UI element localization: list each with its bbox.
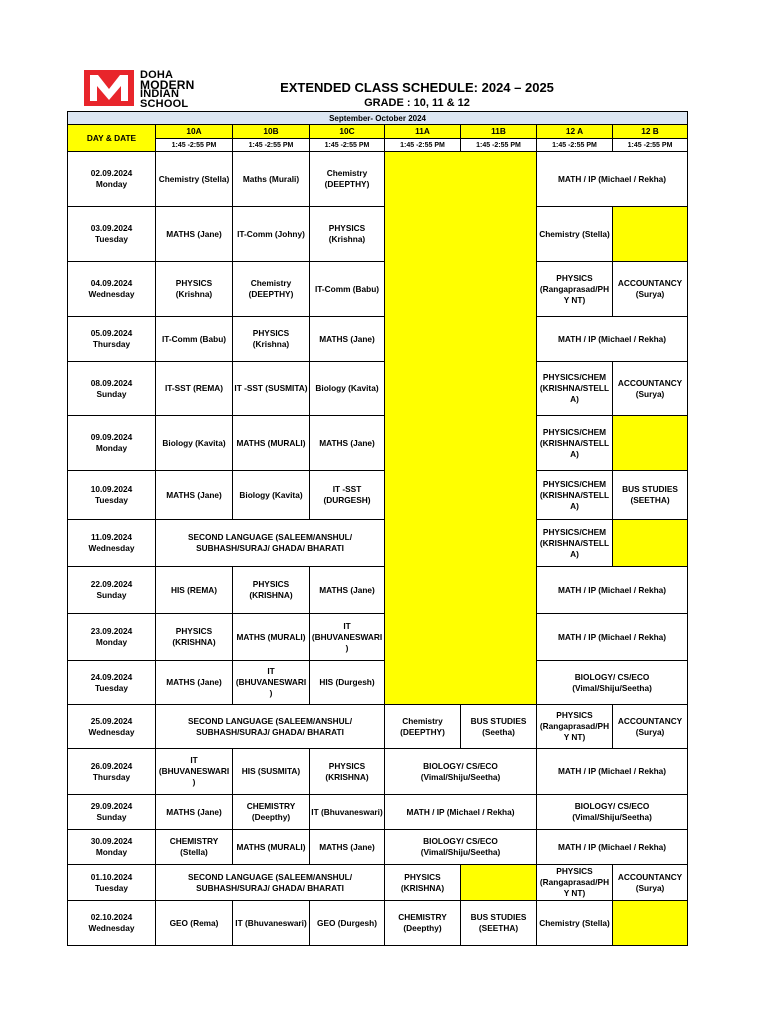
- day-text: Wednesday: [88, 923, 135, 933]
- school-name-line3: INDIAN: [140, 88, 180, 100]
- cell-12b-empty: [613, 207, 688, 262]
- cell-10c: Biology (Kavita): [310, 362, 385, 416]
- grade-subtitle: GRADE : 10, 11 & 12: [364, 97, 470, 109]
- date-text: 10.09.2024: [90, 484, 133, 494]
- table-row: [68, 520, 688, 567]
- table-row: [68, 661, 688, 705]
- cell-11a: PHYSICS (KRISHNA): [385, 865, 461, 901]
- day-text: Sunday: [96, 812, 127, 822]
- cell-10a: CHEMISTRY (Stella): [156, 830, 233, 865]
- cell-11a: CHEMISTRY (Deepthy): [385, 901, 461, 946]
- date-text: 26.09.2024: [90, 760, 133, 771]
- cell-12b: ACCOUNTANCY (Surya): [613, 865, 688, 901]
- day-text: Thursday: [92, 771, 131, 782]
- cell-10c: MATHS (Jane): [310, 567, 385, 614]
- day-date-cell: [68, 901, 156, 946]
- day-date-header: DAY & DATE: [68, 125, 156, 152]
- cell-10a: PHYSICS (KRISHNA): [156, 614, 233, 661]
- table-row: [68, 901, 688, 946]
- col-header-10b: 10B: [233, 125, 310, 139]
- time-11b: 1:45 -2:55 PM: [461, 139, 537, 152]
- day-text: Sunday: [96, 590, 127, 600]
- date-text: 02.10.2024: [90, 912, 133, 922]
- cell-12a: Chemistry (Stella): [537, 901, 613, 946]
- table-row: [68, 416, 688, 471]
- day-date-cell: [68, 317, 156, 362]
- cell-10a: IT-Comm (Babu): [156, 317, 233, 362]
- day-text: Monday: [95, 637, 128, 647]
- cell-10b: PHYSICS (Krishna): [233, 317, 310, 362]
- cell-10c: MATHS (Jane): [310, 317, 385, 362]
- date-text: 29.09.2024: [90, 801, 133, 811]
- table-row: [68, 705, 688, 749]
- cell-10c: MATHS (Jane): [310, 416, 385, 471]
- cell-10c: MATHS (Jane): [310, 830, 385, 865]
- cell-10b: MATHS (MURALI): [233, 416, 310, 471]
- cell-11: BIOLOGY/ CS/ECO (Vimal/Shiju/Seetha): [385, 749, 537, 795]
- cell-10c: Chemistry (DEEPTHY): [310, 152, 385, 207]
- cell-10-second-language: SECOND LANGUAGE (SALEEM/ANSHUL/ SUBHASH/SURAJ/ GHADA/ BHARATI: [156, 520, 385, 567]
- day-text: Tuesday: [94, 495, 129, 505]
- cell-10a: Chemistry (Stella): [156, 152, 233, 207]
- time-10a: 1:45 -2:55 PM: [156, 139, 233, 152]
- cell-10a: MATHS (Jane): [156, 207, 233, 262]
- cell-12b: ACCOUNTANCY (Surya): [613, 362, 688, 416]
- date-text: 23.09.2024: [90, 626, 133, 636]
- cell-10c: IT-Comm (Babu): [310, 262, 385, 317]
- time-12a: 1:45 -2:55 PM: [537, 139, 613, 152]
- table-row: [68, 262, 688, 317]
- day-text: Wednesday: [88, 289, 135, 299]
- day-date-cell: [68, 614, 156, 661]
- day-date-cell: [68, 262, 156, 317]
- table-row: [68, 567, 688, 614]
- cell-10b: MATHS (MURALI): [233, 614, 310, 661]
- school-name-line1: DOHA: [140, 69, 174, 81]
- col-header-11b: 11B: [461, 125, 537, 139]
- date-text: 24.09.2024: [90, 671, 133, 682]
- cell-12b: ACCOUNTANCY (Surya): [613, 705, 688, 749]
- cell-10a: MATHS (Jane): [156, 795, 233, 830]
- cell-11: BIOLOGY/ CS/ECO (Vimal/Shiju/Seetha): [385, 830, 537, 865]
- school-logo-mark-icon: [84, 70, 134, 106]
- cell-11b: BUS STUDIES (SEETHA): [461, 901, 537, 946]
- cell-12: BIOLOGY/ CS/ECO (Vimal/Shiju/Seetha): [537, 795, 688, 830]
- cell-10-second-language: SECOND LANGUAGE (SALEEM/ANSHUL/ SUBHASH/SURAJ/ GHADA/ BHARATI: [156, 865, 385, 901]
- col-header-12a: 12 A: [537, 125, 613, 139]
- date-text: 03.09.2024: [90, 223, 133, 233]
- cell-12a: PHYSICS (Rangaprasad/PH Y NT): [537, 705, 613, 749]
- table-row: [68, 614, 688, 661]
- cell-10c: HIS (Durgesh): [310, 661, 385, 705]
- time-10c: 1:45 -2:55 PM: [310, 139, 385, 152]
- table-row: [68, 795, 688, 830]
- table-row: [68, 207, 688, 262]
- day-date-cell: [68, 749, 156, 795]
- page-title: EXTENDED CLASS SCHEDULE: 2024 – 2025: [280, 80, 554, 95]
- cell-12a: PHYSICS/CHEM (KRISHNA/STELL A): [537, 362, 613, 416]
- school-name-line2: MODERN: [140, 77, 195, 92]
- day-text: Monday: [95, 179, 128, 189]
- date-text: 22.09.2024: [90, 579, 133, 589]
- col-header-12b: 12 B: [613, 125, 688, 139]
- date-text: 04.09.2024: [90, 278, 133, 288]
- day-text: Wednesday: [88, 726, 135, 737]
- table-row: [68, 471, 688, 520]
- month-row: [68, 112, 688, 125]
- day-date-cell: [68, 567, 156, 614]
- date-text: 01.10.2024: [90, 871, 133, 882]
- day-date-cell: [68, 661, 156, 705]
- cell-12b-empty: [613, 520, 688, 567]
- table-row: [68, 317, 688, 362]
- cell-12: MATH / IP (Michael / Rekha): [537, 567, 688, 614]
- day-date-cell: [68, 520, 156, 567]
- cell-10-second-language: SECOND LANGUAGE (SALEEM/ANSHUL/ SUBHASH/SURAJ/ GHADA/ BHARATI: [156, 705, 385, 749]
- date-text: 09.09.2024: [90, 432, 133, 442]
- cell-10b: Biology (Kavita): [233, 471, 310, 520]
- cell-11: MATH / IP (Michael / Rekha): [385, 795, 537, 830]
- cell-10b: PHYSICS (KRISHNA): [233, 567, 310, 614]
- date-text: 02.09.2024: [90, 168, 133, 178]
- cell-10b: IT (BHUVANESWARI ): [233, 661, 310, 705]
- time-12b: 1:45 -2:55 PM: [613, 139, 688, 152]
- day-date-cell: [68, 362, 156, 416]
- cell-10b: IT -SST (SUSMITA): [233, 362, 310, 416]
- day-date-cell: [68, 152, 156, 207]
- cell-12b-empty: [613, 901, 688, 946]
- day-text: Tuesday: [94, 234, 129, 244]
- cell-10a: IT-SST (REMA): [156, 362, 233, 416]
- cell-12a: PHYSICS/CHEM (KRISHNA/STELL A): [537, 520, 613, 567]
- cell-10a: Biology (Kavita): [156, 416, 233, 471]
- day-date-cell: [68, 207, 156, 262]
- cell-12: MATH / IP (Michael / Rekha): [537, 830, 688, 865]
- cell-12: MATH / IP (Michael / Rekha): [537, 317, 688, 362]
- day-date-cell: [68, 830, 156, 865]
- cell-10c: PHYSICS (Krishna): [310, 207, 385, 262]
- cell-10b: HIS (SUSMITA): [233, 749, 310, 795]
- cell-12: MATH / IP (Michael / Rekha): [537, 749, 688, 795]
- table-row: [68, 830, 688, 865]
- cell-10a: HIS (REMA): [156, 567, 233, 614]
- time-10b: 1:45 -2:55 PM: [233, 139, 310, 152]
- cell-11b-empty: [461, 865, 537, 901]
- cell-12a: PHYSICS/CHEM (KRISHNA/STELL A): [537, 416, 613, 471]
- day-date-cell: [68, 471, 156, 520]
- cell-10c: IT (Bhuvaneswari): [310, 795, 385, 830]
- cell-10a: MATHS (Jane): [156, 471, 233, 520]
- day-text: Monday: [95, 443, 128, 453]
- day-text: Monday: [95, 847, 128, 857]
- cell-10b: IT-Comm (Johny): [233, 207, 310, 262]
- day-text: Wednesday: [88, 543, 135, 553]
- time-row: [68, 139, 688, 152]
- cell-12b: ACCOUNTANCY (Surya): [613, 262, 688, 317]
- cell-11a: Chemistry (DEEPTHY): [385, 705, 461, 749]
- cell-12a: PHYSICS/CHEM (KRISHNA/STELL A): [537, 471, 613, 520]
- cell-10a: MATHS (Jane): [156, 661, 233, 705]
- day-date-cell: [68, 416, 156, 471]
- cell-12a: Chemistry (Stella): [537, 207, 613, 262]
- cell-12a: PHYSICS (Rangaprasad/PH Y NT): [537, 262, 613, 317]
- day-text: Tuesday: [94, 682, 129, 693]
- day-text: Tuesday: [94, 882, 129, 893]
- cell-12b: BUS STUDIES (SEETHA): [613, 471, 688, 520]
- date-text: 08.09.2024: [90, 377, 133, 388]
- table-row: [68, 152, 688, 207]
- header-row: [68, 125, 688, 139]
- cell-10c: IT -SST (DURGESH): [310, 471, 385, 520]
- table-row: [68, 749, 688, 795]
- cell-10a: PHYSICS (Krishna): [156, 262, 233, 317]
- cell-10c: GEO (Durgesh): [310, 901, 385, 946]
- cell-12: MATH / IP (Michael / Rekha): [537, 152, 688, 207]
- cell-10a: GEO (Rema): [156, 901, 233, 946]
- cell-12: BIOLOGY/ CS/ECO (Vimal/Shiju/Seetha): [537, 661, 688, 705]
- day-date-cell: [68, 865, 156, 901]
- day-text: Sunday: [96, 388, 127, 399]
- col-header-11a: 11A: [385, 125, 461, 139]
- cell-10b: Maths (Murali): [233, 152, 310, 207]
- school-name: [140, 70, 195, 108]
- cell-12: MATH / IP (Michael / Rekha): [537, 614, 688, 661]
- grade11-empty-block: [385, 152, 537, 705]
- time-11a: 1:45 -2:55 PM: [385, 139, 461, 152]
- col-header-10c: 10C: [310, 125, 385, 139]
- cell-11b: BUS STUDIES (Seetha): [461, 705, 537, 749]
- cell-10b: CHEMISTRY (Deepthy): [233, 795, 310, 830]
- cell-10b: Chemistry (DEEPTHY): [233, 262, 310, 317]
- schedule-table: [67, 111, 688, 946]
- cell-12b-empty: [613, 416, 688, 471]
- cell-10b: IT (Bhuvaneswari): [233, 901, 310, 946]
- cell-10b: MATHS (MURALI): [233, 830, 310, 865]
- day-text: Thursday: [92, 339, 131, 349]
- date-text: 05.09.2024: [90, 328, 133, 338]
- day-date-cell: [68, 795, 156, 830]
- day-date-cell: [68, 705, 156, 749]
- school-name-line4: SCHOOL: [140, 97, 189, 110]
- table-row: [68, 362, 688, 416]
- month-label: September- October 2024: [68, 112, 688, 125]
- table-row: [68, 865, 688, 901]
- date-text: 11.09.2024: [90, 532, 133, 542]
- cell-10c: PHYSICS (KRISHNA): [310, 749, 385, 795]
- cell-10c: IT (BHUVANESWARI ): [310, 614, 385, 661]
- cell-12a: PHYSICS (Rangaprasad/PH Y NT): [537, 865, 613, 901]
- col-header-10a: 10A: [156, 125, 233, 139]
- date-text: 25.09.2024: [90, 715, 133, 726]
- cell-10a: IT (BHUVANESWARI ): [156, 749, 233, 795]
- date-text: 30.09.2024: [90, 836, 133, 846]
